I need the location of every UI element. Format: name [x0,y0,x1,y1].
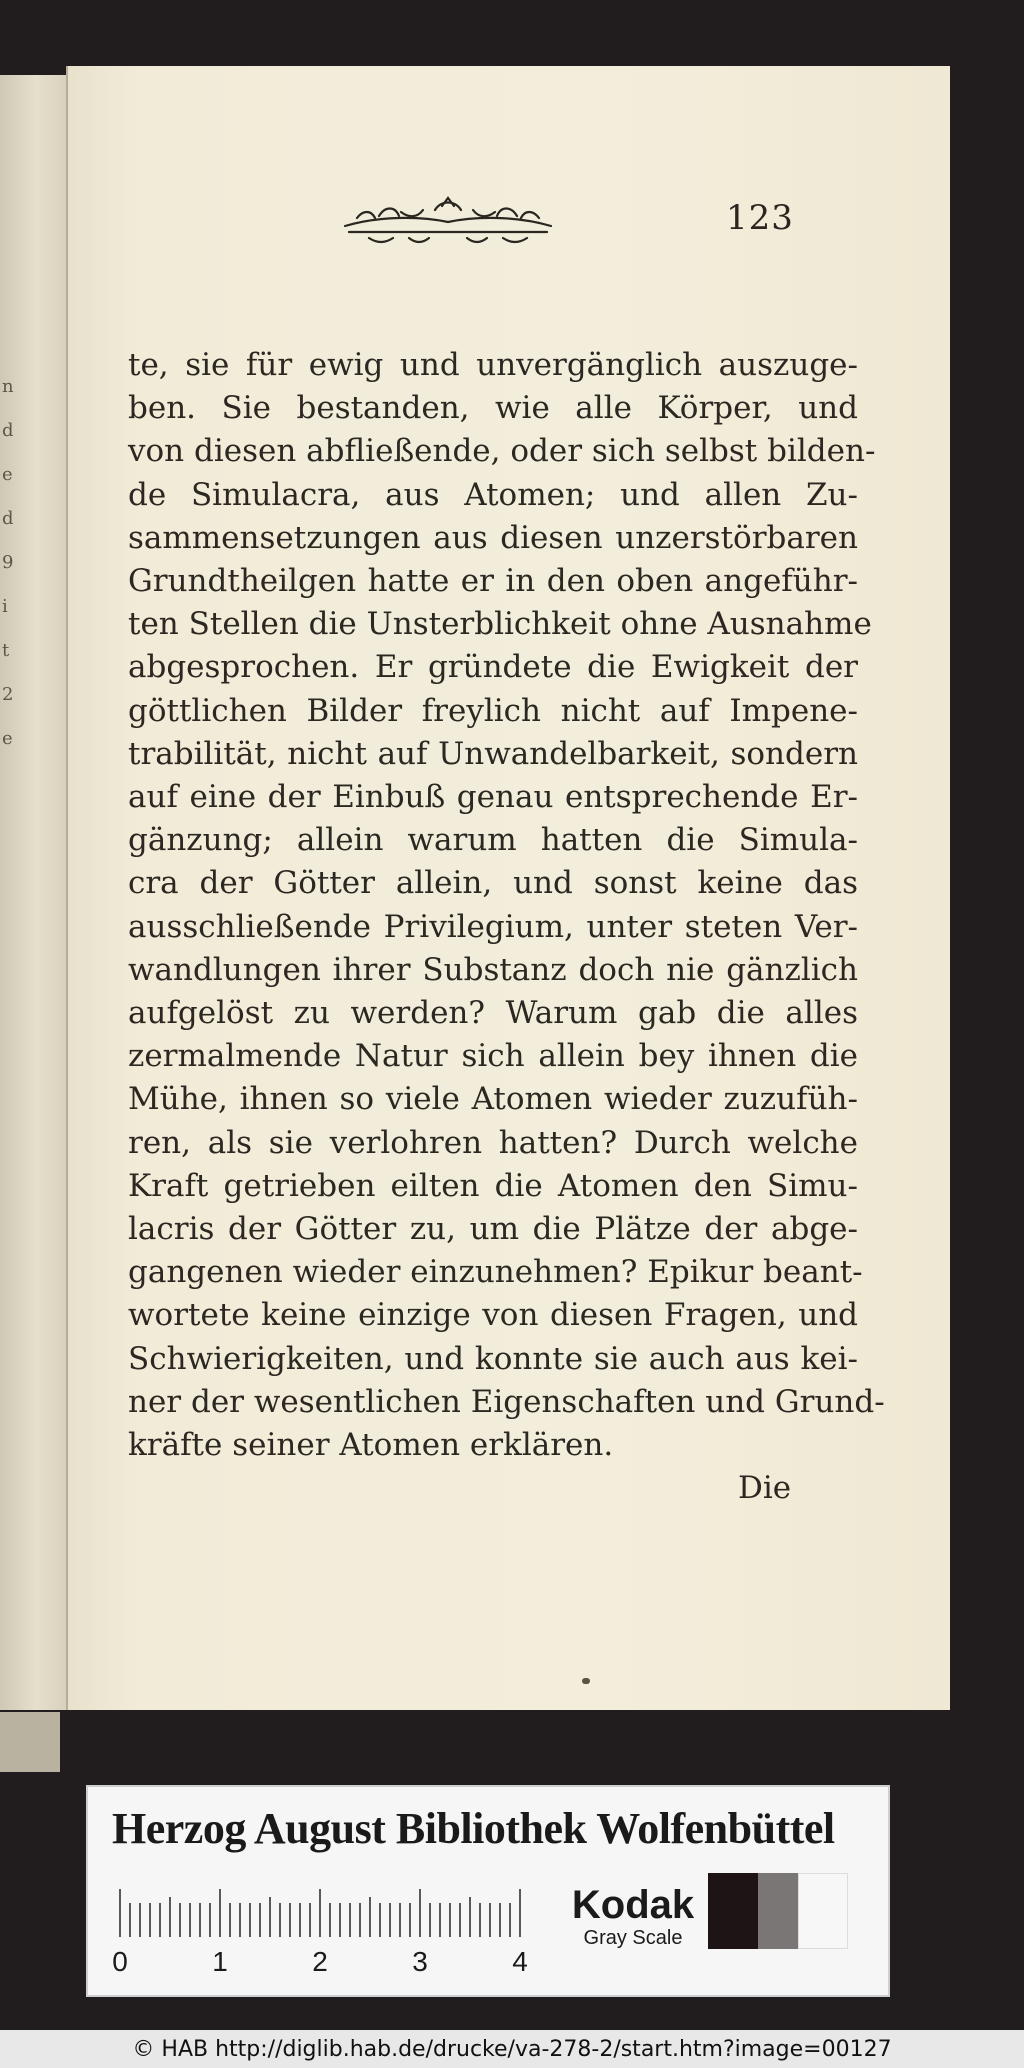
text-line: ren, als sie verlohren hatten? Durch welche [128,1124,858,1161]
source-footer [0,2030,1024,2068]
text-line: ten Stellen die Unsterblichkeit ohne Ausnahme [128,606,872,643]
catchword: Die [738,1470,792,1506]
text-line: ausschließende Privilegium, unter steten Ver- [128,908,858,945]
text-line: wortete keine einzige von diesen Fragen, und [128,1297,858,1334]
text-line: abgesprochen. Er gründete die Ewigkeit der [128,649,858,686]
text-line: gänzung; allein warum hatten die Simula- [128,822,858,859]
text-line: de Simulacra, aus Atomen; und allen Zu- [128,476,858,513]
text-line: gangenen wieder einzunehmen? Epikur beant- [128,1254,863,1291]
scale-label: 4 [512,1946,528,1977]
text-line: göttlichen Bilder freylich nicht auf Impene- [128,692,858,729]
scale-label: 1 [212,1946,228,1977]
scale-label: 3 [412,1946,428,1977]
text-line: trabilität, nicht auf Unwandelbarkeit, sondern [128,735,858,772]
text-line: cra der Götter allein, und sonst keine das [128,865,858,902]
facing-page-marks: n d e d 9 i t 2 e [2,376,14,749]
ornament-icon [339,192,557,248]
text-line: zermalmende Natur sich allein bey ihnen die [128,1038,858,1075]
text-line: wandlungen ihrer Substanz doch nie gänzlich [128,951,858,988]
kodak-brand: Kodak [571,1883,695,1927]
text-line: Kraft getrieben eilten die Atomen den Simu- [128,1167,858,1204]
paper-speck [582,1678,590,1684]
text-line: ben. Sie bestanden, wie alle Körper, und [128,390,858,427]
text-line: Grundtheilgen hatte er in den oben angeführ- [128,563,858,600]
text-line: kräfte seiner Atomen erklären. [128,1427,614,1464]
gray-swatch-dark [708,1873,758,1949]
scale-ruler [112,1887,528,1979]
text-line: aufgelöst zu werden? Warum gab die alles [128,995,858,1032]
page-text [128,344,885,1467]
text-line: lacris der Götter zu, um die Plätze der abge- [128,1211,858,1248]
gray-swatch-light [798,1873,848,1949]
library-title: Herzog August Bibliothek Wolfenbüttel [112,1804,835,1853]
facing-page-edge [0,75,68,1710]
text-line: von diesen abfließende, oder sich selbst bilden- [128,433,876,470]
color-target-card [86,1785,890,1997]
gray-scale-label: Gray Scale [583,1927,683,1949]
gray-swatch-mid [758,1873,798,1949]
text-line: Mühe, ihnen so viele Atomen wieder zuzufüh- [128,1081,858,1118]
scale-label: 2 [312,1946,328,1977]
text-line: Schwierigkeiten, und konnte sie auch aus kei- [128,1340,858,1377]
page-number: 123 [726,198,794,238]
facing-page-corner [0,1712,60,1772]
text-line: auf eine der Einbuß genau entsprechende Er- [128,779,858,816]
text-line: ner der wesentlichen Eigenschaften und Grund- [128,1383,885,1420]
text-line: sammensetzungen aus diesen unzerstörbaren [128,519,858,556]
book-page [66,66,950,1710]
scale-label: 0 [112,1946,128,1977]
kodak-label [558,1883,708,1950]
text-line: te, sie für ewig und unvergänglich auszuge- [128,347,858,383]
source-footer-text: © HAB http://diglib.hab.de/drucke/va-278-2/start.htm?image=00127 [132,2036,892,2062]
